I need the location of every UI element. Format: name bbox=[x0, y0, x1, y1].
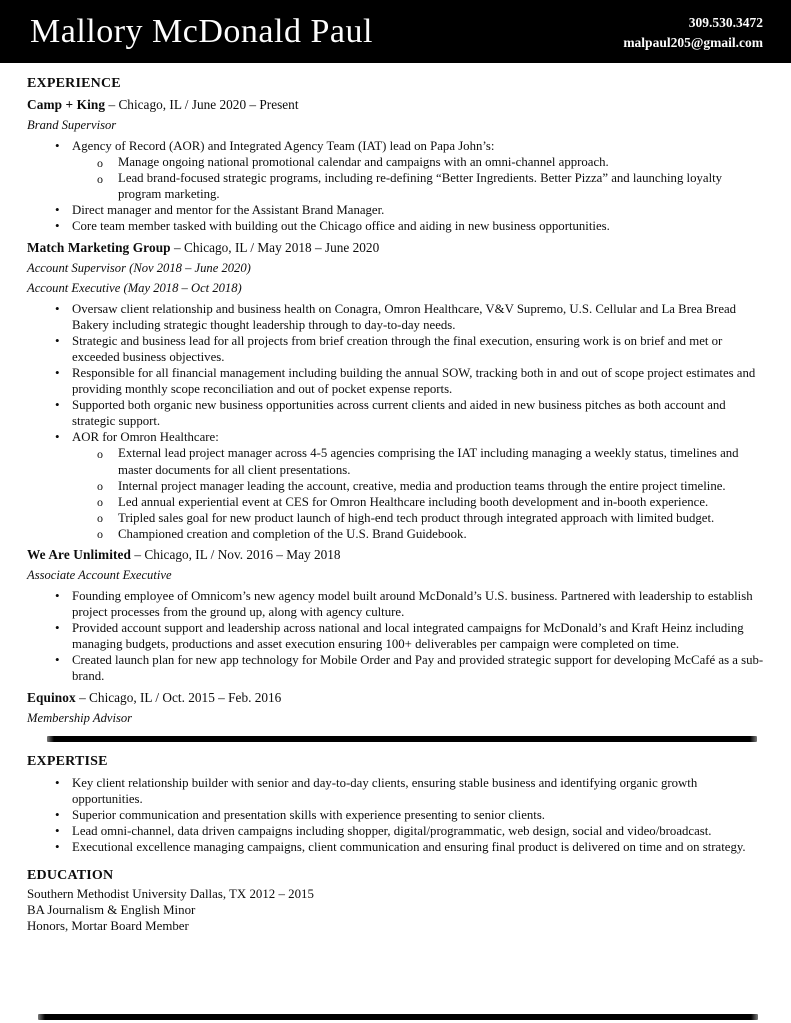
education-section-title: EDUCATION bbox=[27, 868, 114, 883]
header-banner bbox=[0, 0, 791, 63]
bullet-item bbox=[72, 365, 765, 397]
bullet-text: Supported both organic new business opportunities across current clients and aided in new business pitches as both account and strategic support. bbox=[72, 398, 726, 429]
bullet-list bbox=[27, 138, 765, 235]
company-meta: – Chicago, IL / Oct. 2015 – Feb. 2016 bbox=[75, 689, 282, 705]
sub-bullet-list bbox=[72, 154, 765, 202]
phone-number: 309.530.3472 bbox=[688, 14, 763, 30]
bullet-item bbox=[72, 620, 765, 652]
bullet-text: Created launch plan for new app technology for Mobile Order and Pay and provided strategic support for developing McCafé as a sub-brand. bbox=[72, 653, 764, 684]
job-header bbox=[27, 690, 765, 706]
bullet-item bbox=[72, 333, 765, 365]
job-role: Associate Account Executive bbox=[27, 567, 172, 582]
footer-bar bbox=[38, 1014, 758, 1020]
bullet-text: Provided account support and leadership across national and local integrated campaigns for McDonald’s and Kraft Heinz including managing budgets, productions and asset execution ensuring 100+ deliverables per campaign were completed on time. bbox=[72, 621, 744, 652]
bullet-item bbox=[72, 301, 765, 333]
bullet-item bbox=[72, 202, 765, 218]
bullet-item bbox=[72, 397, 765, 429]
bullet-item bbox=[72, 218, 765, 234]
company-name: Match Marketing Group bbox=[27, 239, 171, 255]
sub-bullet-item: o External lead project manager across 4-5 agencies comprising the IAT including managing a weekly status, timelines and master documents for all client presentations. bbox=[118, 445, 765, 477]
bullet-item bbox=[72, 588, 765, 620]
bullet-text: Agency of Record (AOR) and Integrated Agency Team (IAT) lead on Papa John’s: bbox=[72, 139, 495, 153]
job-role: Membership Advisor bbox=[27, 710, 133, 725]
bullet-text: Responsible for all financial management including building the annual SOW, tracking both in and out of scope project estimates and providing monthly scope reconciliation and out of pocket expense reports. bbox=[72, 365, 756, 397]
bullet-item bbox=[72, 652, 765, 684]
job-role: Account Executive (May 2018 – Oct 2018) bbox=[27, 280, 242, 295]
job-header bbox=[27, 240, 765, 256]
job-role: Brand Supervisor bbox=[27, 118, 117, 132]
education-line: BA Journalism & English Minor bbox=[27, 903, 196, 917]
expertise-section-title: EXPERTISE bbox=[27, 753, 108, 769]
job-role: Account Supervisor (Nov 2018 – June 2020) bbox=[27, 260, 251, 275]
company-meta: – Chicago, IL / May 2018 – June 2020 bbox=[170, 239, 380, 255]
company-meta: – Chicago, IL / June 2020 – Present bbox=[105, 97, 299, 112]
sub-bullet-item: o Manage ongoing national promotional calendar and campaigns with an omni-channel approach. bbox=[118, 154, 765, 170]
job-block bbox=[27, 97, 765, 235]
sub-bullet-item: o Lead brand-focused strategic programs, including re-defining “Better Ingredients. Better Pizza” and launching loyalty program marketing. bbox=[118, 170, 765, 202]
bullet-item: • Superior communication and presentation skills with experience presenting to senior clients. bbox=[72, 807, 765, 823]
company-name: Equinox bbox=[27, 689, 76, 705]
sub-bullet-item: o Led annual experiential event at CES for Omron Healthcare including booth development and in-booth experience. bbox=[118, 494, 765, 510]
sub-bullet-list bbox=[72, 445, 765, 542]
company-name: Camp + King bbox=[27, 97, 106, 112]
bullet-text: Oversaw client relationship and business health on Conagra, Omron Healthcare, V&V Supremo, U.S. Cellular and La Brea Bread Bakery including strategic thought leadership through to day-to-day needs. bbox=[72, 301, 737, 332]
bullet-item: • Key client relationship builder with senior and day-to-day clients, ensuring stable business and identifying organic growth opportunities. bbox=[72, 775, 765, 807]
experience-jobs bbox=[27, 97, 765, 726]
bullet-item: • Lead omni-channel, data driven campaigns including shopper, digital/programmatic, web design, social and video/broadcast. bbox=[72, 823, 765, 839]
company-meta: – Chicago, IL / Nov. 2016 – May 2018 bbox=[131, 546, 341, 562]
experience-section-title: EXPERIENCE bbox=[27, 76, 121, 91]
job-header bbox=[27, 97, 765, 113]
bullet-item: • Executional excellence managing campaigns, client communication and ensuring final product is delivered on time and on strategy. bbox=[72, 839, 765, 855]
sub-bullet-item: o Championed creation and completion of the U.S. Brand Guidebook. bbox=[118, 526, 765, 542]
contact-block bbox=[623, 11, 763, 53]
bullet-text: AOR for Omron Healthcare: bbox=[72, 430, 219, 445]
bullet-text: Founding employee of Omnicom’s new agency model built around McDonald’s U.S. business. Partnered with leadership to establish project processes from the ground up, along with agency culture. bbox=[72, 588, 753, 620]
education-lines bbox=[27, 886, 765, 934]
job-block bbox=[27, 547, 765, 685]
section-divider-bar bbox=[47, 736, 757, 742]
job-block bbox=[27, 240, 765, 542]
expertise-bullet-list bbox=[27, 775, 765, 855]
company-name: We Are Unlimited bbox=[27, 546, 132, 562]
page-content bbox=[0, 63, 791, 934]
bullet-list bbox=[27, 588, 765, 685]
sub-bullet-item: o Tripled sales goal for new product launch of high-end tech product through integrated approach with limited budget. bbox=[118, 510, 765, 526]
person-name: Mallory McDonald Paul bbox=[30, 12, 373, 50]
bullet-text: Direct manager and mentor for the Assistant Brand Manager. bbox=[72, 203, 385, 218]
education-line: Southern Methodist University Dallas, TX 2012 – 2015 bbox=[27, 887, 314, 901]
email-address: malpaul205@gmail.com bbox=[623, 34, 763, 50]
job-header bbox=[27, 547, 765, 563]
bullet-item bbox=[72, 138, 765, 202]
bullet-text: Strategic and business lead for all projects from brief creation through the final execution, ensuring work is on brief and met or exceeded business objectives. bbox=[72, 333, 723, 364]
bullet-item bbox=[72, 429, 765, 542]
sub-bullet-item: o Internal project manager leading the account, creative, media and production teams through the entire project timeline. bbox=[118, 478, 765, 494]
bullet-text: Core team member tasked with building out the Chicago office and aiding in new business opportunities. bbox=[72, 219, 610, 234]
bullet-list bbox=[27, 301, 765, 542]
education-line: Honors, Mortar Board Member bbox=[27, 919, 189, 933]
job-block bbox=[27, 690, 765, 726]
